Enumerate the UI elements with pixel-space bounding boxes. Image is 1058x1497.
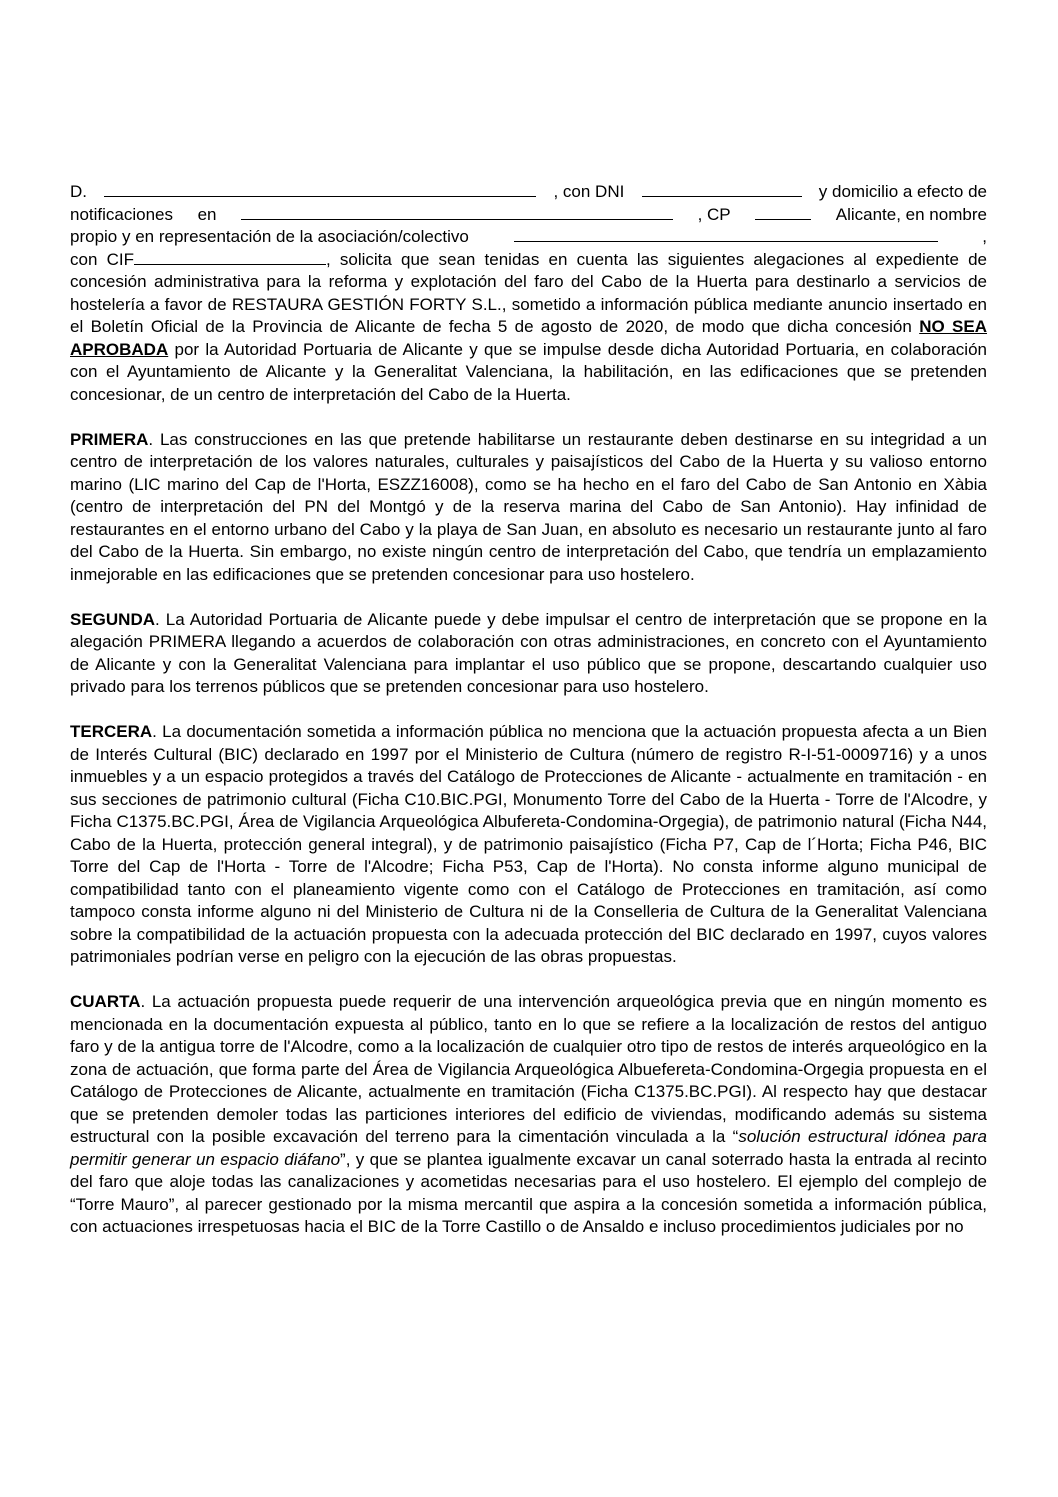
cuarta-heading: CUARTA [70,992,141,1011]
cuarta-text-1: . La actuación propuesta puede requerir de una intervención arqueológica previa que en ningún momento es mencionada en la documentación expuesta al público, tanto en lo que se refiere a la localización de restos del antiguo faro y de la antigua torre de l'Alcodre, como a la localización de cualquier otro tipo de restos de interés arqueológico en la zona de actuación, que forma parte del Área de Vigilancia Arqueológica Albuefereta-Condomina-Orgegia propuesta en el Catálogo de Protecciones de Alicante, actualmente en tramitación (Ficha C1375.BC.PGI). Al respecto hay que destacar que se pretenden demoler todas las particiones interiores del edificio de viviendas, modificando además su sistema estructural con la posible excavación del terreno para la cimentación vinculada a la “ [70,992,987,1146]
dni-label: , con DNI [553,182,625,201]
section-primera [70,429,987,587]
cuarta-text-2: ”, y que se plantea igualmente excavar un canal soterrado hasta la entrada al recinto del faro que aloje todas las canalizaciones y acometidas necesarias para el uso hostelero. El ejemplo del complejo de “Torre Mauro”, al parecer gestionado por la misma mercantil que aspira a la concesión sometida a información pública, con actuaciones irrespetuosas hacia el BIC de la Torre Castillo o de Ansaldo e incluso procedimientos judiciales por no [70,1149,987,1236]
document-page [70,181,987,1239]
form-line-2 [70,204,987,227]
alicante-text: Alicante, en nombre [835,204,987,224]
propio-text: propio y en representación de la asociación/colectivo [70,227,469,246]
section-tercera [70,721,987,969]
cp-label: , CP [697,204,731,224]
address-blank[interactable] [241,204,673,220]
primera-heading: PRIMERA [70,429,149,449]
section-segunda [70,609,987,699]
en-text: en [197,204,217,224]
tercera-heading: TERCERA [70,722,153,741]
section-cuarta [70,991,987,1239]
cuarta-italic-quote: solución estructural idónea para permitir generar un espacio diáfano [70,1127,987,1169]
association-blank[interactable] [514,226,938,242]
intro-text-1: , solicita que sean tenidas en cuenta las siguientes alegaciones al expediente de concesión administrativa para la reforma y explotación del faro del Cabo de la Huerta para destinarlo a servicios de hostelería a favor de RESTAURA GESTIÓN FORTY S.L., sometido a información pública mediante anuncio insertado en el Boletín Oficial de la Provincia de Alicante de fecha 5 de agosto de 2020, de modo que dicha concesión [70,249,987,336]
cif-blank[interactable] [134,249,326,265]
intro-text-2: por la Autoridad Portuaria de Alicante y que se impulse desde dicha Autoridad Portuaria, en colaboración con el Ayuntamiento de Alicante y la Generalitat Valenciana, la habilitación, en las edificaciones que se pretenden concesionar, de un centro de interpretación del Cabo de la Huerta. [70,339,987,404]
segunda-text: . La Autoridad Portuaria de Alicante puede y debe impulsar el centro de interpretación que se propone en la alegación PRIMERA llegando a acuerdos de colaboración con otras administraciones, en concreto con el Ayuntamiento de Alicante y con la Generalitat Valenciana para implantar el uso público que se propone, descartando cualquier uso privado para los terrenos públicos que se pretenden concesionar para uso hostelero. [70,609,987,696]
notificaciones-text: notificaciones [70,204,174,224]
segunda-heading: SEGUNDA [70,609,156,629]
d-label: D. [70,182,87,201]
primera-text: . Las construcciones en las que pretende habilitarse un restaurante deben destinarse en su integridad a un centro de interpretación de los valores naturales, culturales y paisajísticos del Cabo de la Huerta y su valioso entorno marino (LIC marino del Cap de l'Horta, ESZZ16008), como se ha hecho en el faro del Cabo de San Antonio en Xàbia (centro de interpretación del PN del Montgó y de la reserva marina del Cabo de San Antonio). Hay infinidad de restaurantes en el entorno urbano del Cabo y la playa de San Juan, en absoluto es necesario un restaurante junto al faro del Cabo de la Huerta. Sin embargo, no existe ningún centro de interpretación del Cabo, que tendría un emplazamiento inmejorable en las edificaciones que se pretenden concesionar para uso hostelero. [70,429,987,584]
name-blank[interactable] [104,181,536,197]
form-line-1 [70,181,987,204]
no-sea-aprobada: NO SEA APROBADA [70,317,987,359]
cif-label: con CIF [70,249,134,269]
cp-blank[interactable] [755,204,811,220]
domicilio-text: y domicilio a efecto de [818,182,987,201]
form-line-3 [70,226,987,249]
dni-blank[interactable] [642,181,802,197]
intro-paragraph [70,249,987,407]
tercera-text: . La documentación sometida a información pública no menciona que la actuación propuesta afecta a un Bien de Interés Cultural (BIC) declarado en 1997 por el Ministerio de Cultura (número de registro R-I-51-0009716) y a unos inmuebles y a un espacio protegidos a través del Catálogo de Protecciones de Alicante - actualmente en tramitación - en sus secciones de patrimonio cultural (Ficha C10.BIC.PGI, Monumento Torre del Cabo de la Huerta - Torre de l'Alcodre, y Ficha C1375.BC.PGI, Área de Vigilancia Arqueológica Albufereta-Condomina-Orgegia), de patrimonio natural (Ficha N44, Cabo de la Huerta, protección general integral), y de patrimonio paisajístico (Ficha P7, Cap de l´Horta; Ficha P46, BIC Torre del Cap de l'Horta - Torre de l'Alcodre; Ficha P53, Cap de l'Horta). No consta informe alguno municipal de compatibilidad tanto con el planeamiento vigente como con el Catálogo de Protecciones en tramitación, así como tampoco consta informe alguno ni del Ministerio de Cultura ni de la Conselleria de Cultura de la Generalitat Valenciana sobre la compatibilidad de la actuación propuesta con la adecuada protección del BIC declarado en 1997, cuyos valores patrimoniales podrían verse en peligro con la ejecución de las obras propuestas. [70,722,987,966]
comma-text: , [982,227,987,246]
